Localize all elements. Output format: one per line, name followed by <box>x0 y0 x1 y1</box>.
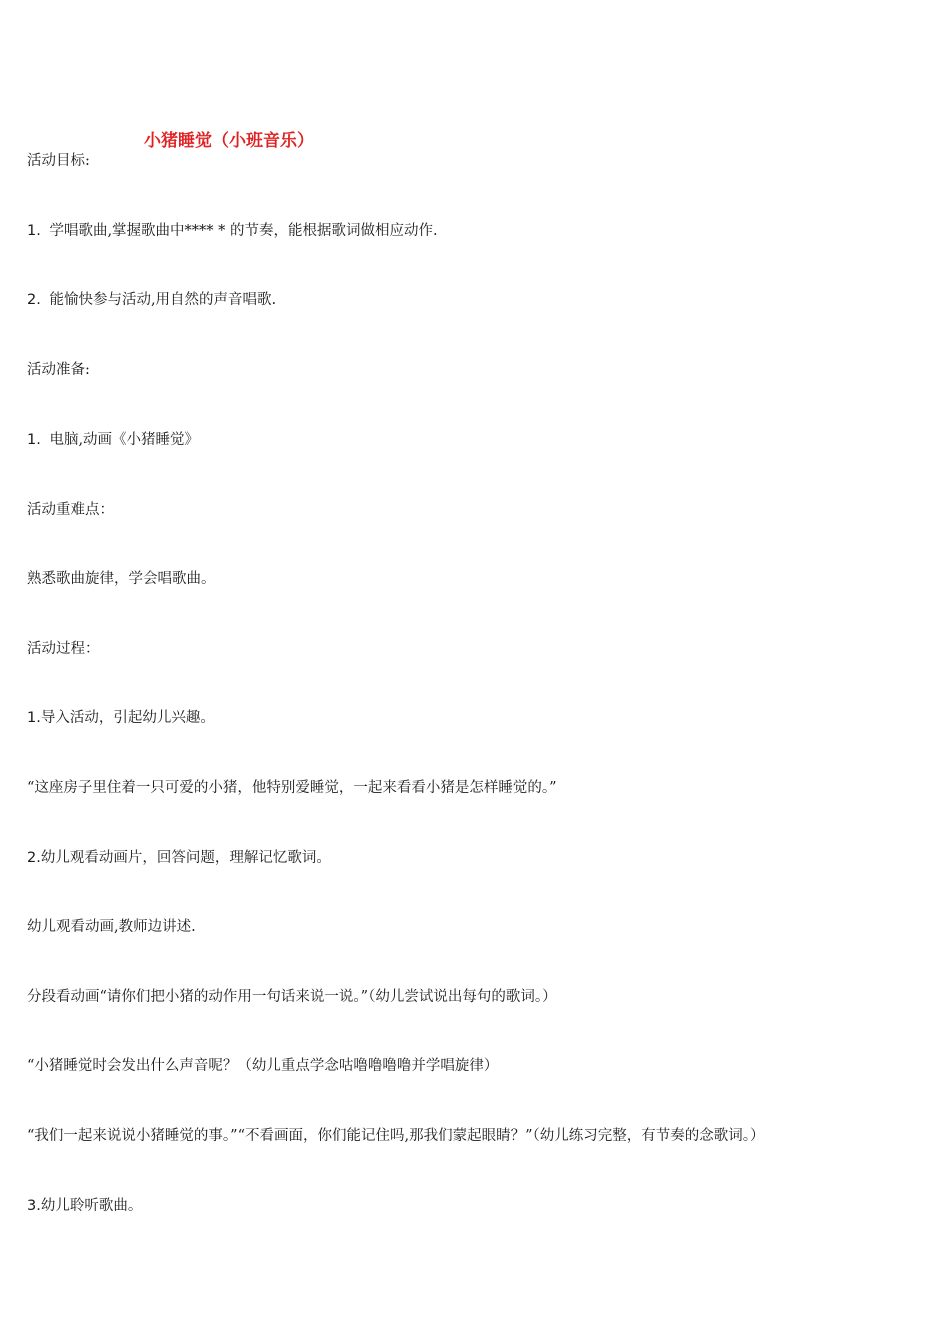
document-title: 小猪睡觉（小班音乐） <box>144 131 314 151</box>
key-text: 熟悉歌曲旋律，学会唱歌曲。 <box>27 571 216 587</box>
goal-item-2-number: 2. <box>27 292 41 308</box>
key-heading: 活动重难点： <box>27 502 114 518</box>
step-1-quote: “这座房子里住着一只可爱的小猪，他特别爱睡觉，一起来看看小猪是怎样睡觉的。” <box>27 780 557 796</box>
prep-item-1 <box>27 430 199 450</box>
step-2-line-4: “我们一起来说说小猪睡觉的事。”“不看画面，你们能记住吗,那我们蒙起眼睛？”（幼儿练习完整，有节奏的念歌词。） <box>27 1128 765 1144</box>
step-3 <box>27 1196 142 1216</box>
step-2 <box>27 848 331 868</box>
step-2-line-3: “小猪睡觉时会发出什么声音呢？（幼儿重点学念咕噜噜噜噜并学唱旋律） <box>27 1058 499 1074</box>
step-1-text: 导入活动，引起幼儿兴趣。 <box>40 710 215 726</box>
goal-item-2-text: 能愉快参与活动,用自然的声音唱歌. <box>49 292 277 308</box>
goal-item-1 <box>27 221 438 241</box>
goals-heading: 活动目标: <box>27 153 90 169</box>
step-3-text: 幼儿聆听歌曲。 <box>40 1198 143 1214</box>
step-2-text: 幼儿观看动画片，回答问题，理解记忆歌词。 <box>40 850 331 866</box>
step-2-number: 2. <box>27 850 41 866</box>
step-1 <box>27 708 215 728</box>
step-2-line-2: 分段看动画“请你们把小猪的动作用一句话来说一说。”（幼儿尝试说出每句的歌词。） <box>27 989 557 1005</box>
goal-item-1-number: 1. <box>27 223 41 239</box>
step-2-line-1: 幼儿观看动画,教师边讲述. <box>27 919 196 935</box>
prep-item-1-text: 电脑,动画《小猪睡觉》 <box>49 432 200 448</box>
step-1-number: 1. <box>27 710 41 726</box>
goal-item-1-text: 学唱歌曲,掌握歌曲中**** * 的节奏，能根据歌词做相应动作. <box>49 223 438 239</box>
prep-item-1-number: 1. <box>27 432 41 448</box>
process-heading: 活动过程： <box>27 641 100 657</box>
step-3-number: 3. <box>27 1198 41 1214</box>
prep-heading: 活动准备: <box>27 362 90 378</box>
goal-item-2 <box>27 290 276 310</box>
